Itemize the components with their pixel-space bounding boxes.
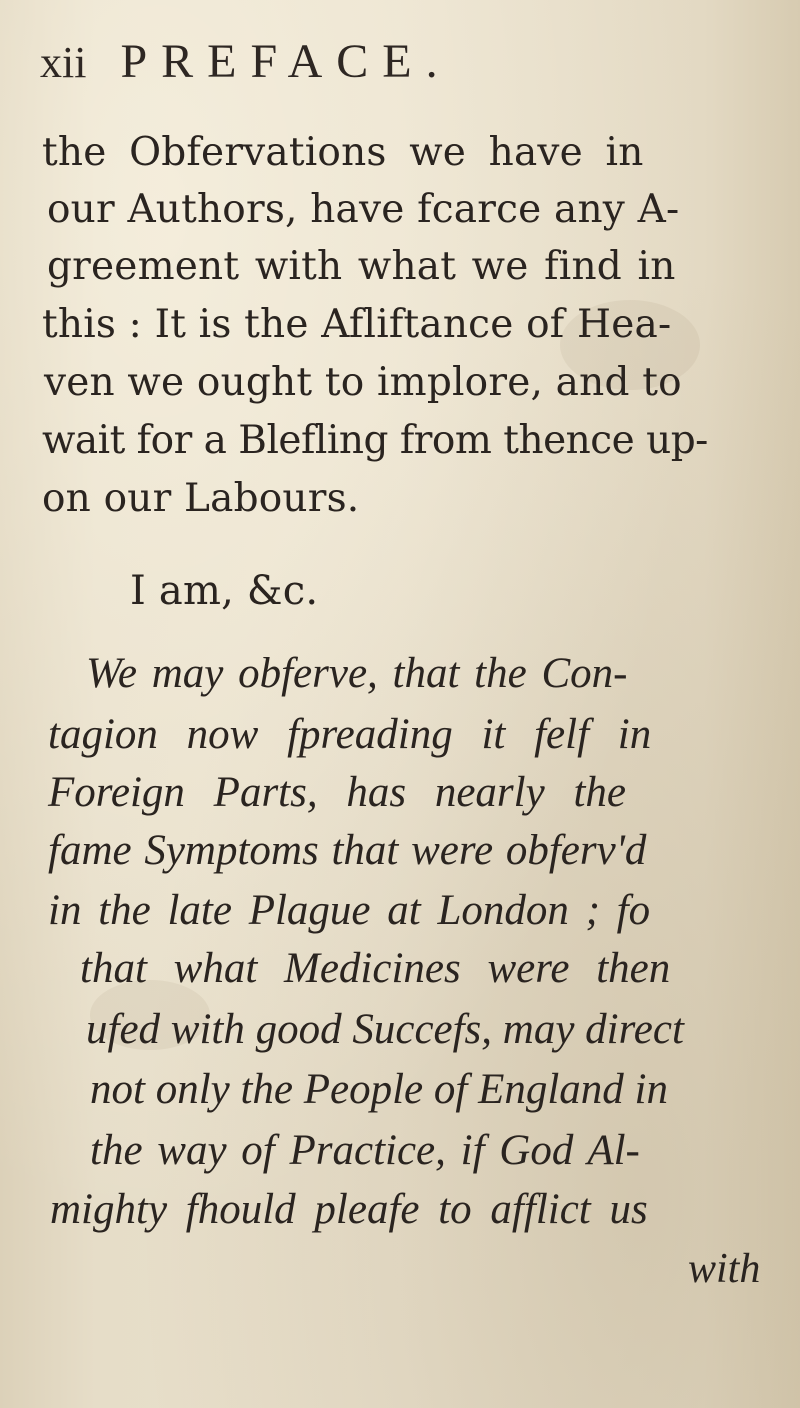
text-line: Foreign Parts, has nearly the xyxy=(48,769,626,816)
text-line: the Obfervations we have in xyxy=(42,130,644,175)
text-line: We may obferve, that the Con- xyxy=(86,650,628,697)
running-head: PREFACE. xyxy=(120,35,452,88)
signoff: I am, &c. xyxy=(130,568,319,614)
text-line: that what Medicines were then xyxy=(80,945,671,992)
text-line: mighty fhould pleafe to afflict us xyxy=(50,1186,648,1233)
page-header xyxy=(40,35,452,88)
text-line: in the late Plague at London ; fo xyxy=(48,887,651,934)
text-line: on our Labours. xyxy=(42,476,360,521)
text-line: not only the People of England in xyxy=(90,1066,669,1113)
catchword: with xyxy=(688,1246,761,1292)
text-line: tagion now fpreading it felf in xyxy=(48,711,652,758)
text-line: this : It is the Afliftance of Hea- xyxy=(42,302,672,347)
text-line: the way of Practice, if God Al- xyxy=(90,1127,640,1174)
text-line: ufed with good Succefs, may direct xyxy=(86,1006,684,1053)
text-line: wait for a Blefling from thence up- xyxy=(42,418,708,463)
text-line: fame Symptoms that were obferv'd xyxy=(48,827,647,874)
text-line: ven we ought to implore, and to xyxy=(44,360,682,405)
text-line: our Authors, have fcarce any A- xyxy=(47,187,680,232)
page-number: xii xyxy=(40,38,87,87)
text-line: greement with what we find in xyxy=(47,244,676,289)
